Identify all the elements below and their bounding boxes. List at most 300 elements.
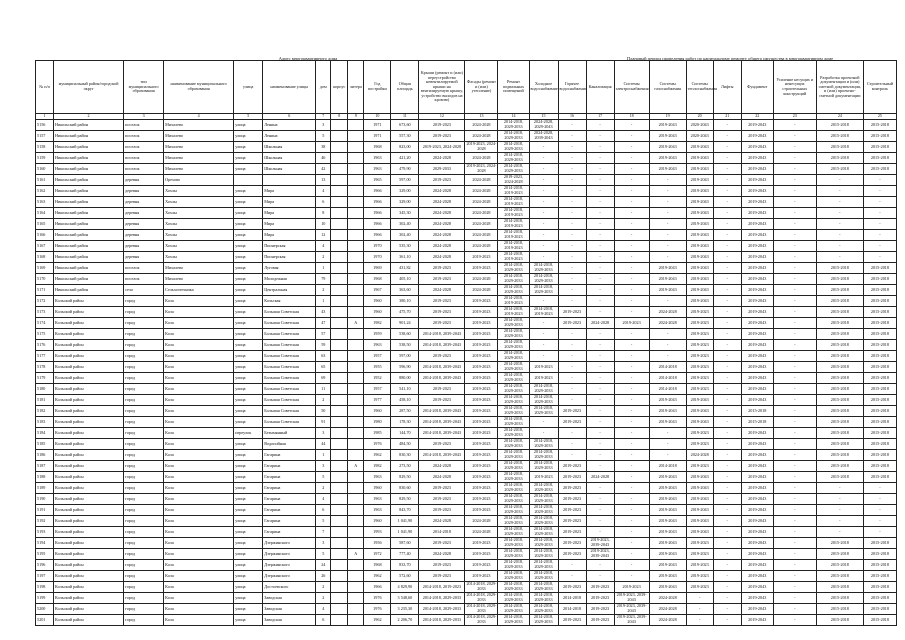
table-cell: Гагарина [263,483,316,494]
table-cell: - [558,142,586,153]
table-cell: 2019-2043 [741,329,773,340]
table-cell: - [649,296,686,307]
table-cell: 5159 [36,153,54,164]
table-cell [348,483,364,494]
table-cell: 2019-2023 [465,450,498,461]
table-cell [331,164,348,175]
table-cell: 2019-2043 [649,527,686,538]
table-cell: Сельхозтехника [164,285,234,296]
table-cell: 2019-2023 [465,252,498,263]
table-cell: 2019-2023 [419,483,465,494]
table-cell: - [773,527,816,538]
table-cell: - [614,230,649,241]
table-cell: 1976 [364,439,391,450]
table-cell: 69 [316,373,331,384]
table-cell: Хохлы [164,186,234,197]
table-cell: 2019-2043 [686,406,713,417]
table-cell: - [816,230,863,241]
table-cell: улица [234,560,263,571]
table-cell: 5180 [36,384,54,395]
table-cell: - [773,329,816,340]
table-cell [234,175,263,186]
table-cell: 2014-2018 [649,384,686,395]
table-cell: 2014-2018, 2029-2033 [419,615,465,626]
table-cell: 1962 [364,615,391,626]
table-cell: 2015-2018 [816,549,863,560]
table-cell: 1966 [364,230,391,241]
table-cell: 5 [316,549,331,560]
table-cell: город [124,351,164,362]
table-cell: Кольский район [54,340,124,351]
table-cell: 2019-2043 [649,472,686,483]
table-cell: - [586,329,614,340]
table-cell: 2014-2018, 2029-2033 [419,593,465,604]
table-cell: 2014-2018, 2029-2033 [498,340,529,351]
table-cell: Большая Советская [263,384,316,395]
table-row [36,318,897,329]
table-cell: поселок [124,263,164,274]
table-cell [331,329,348,340]
table-cell: Заводская [263,615,316,626]
table-cell: - [773,461,816,472]
table-cell: 57 [316,329,331,340]
table-cell: 2019-2023 [686,318,713,329]
table-cell: Кольский район [54,604,124,615]
table-row [36,274,897,285]
table-cell: 2019-2043 [741,197,773,208]
table-cell [331,340,348,351]
table-cell: 2019-2043 [741,208,773,219]
table-cell: улица [234,340,263,351]
table-cell: - [773,285,816,296]
table-cell: Орехово [164,175,234,186]
table-cell: Хохлы [164,219,234,230]
table-cell: 2019-2023 [558,527,586,538]
table-cell: - [558,153,586,164]
table-cell: деревня [124,241,164,252]
table-cell: - [649,252,686,263]
table-cell: - [713,582,741,593]
table-cell: 2015-2018 [863,439,896,450]
table-cell: - [614,351,649,362]
table-cell: 2019-2023 [558,582,586,593]
table-cell: - [713,461,741,472]
table-cell [348,593,364,604]
column-header: улица [234,61,263,114]
table-cell: 2014-2018, 2039-2043 [419,406,465,417]
table-cell: - [558,395,586,406]
table-cell: 2019-2043 [741,571,773,582]
table-cell: - [649,197,686,208]
table-cell: 596,90 [391,362,419,373]
table-cell: 2024-2028 [649,615,686,626]
table-cell: 2019-2043 [741,318,773,329]
table-cell: - [614,131,649,142]
table-cell: 2014-2018, 2029-2033 [498,571,529,582]
table-cell: - [529,208,558,219]
table-cell: - [713,483,741,494]
table-row [36,439,897,450]
table-cell: 2024-2028 [465,208,498,219]
table-cell: 1966 [364,219,391,230]
table-cell: улица [234,208,263,219]
table-cell: Никольский район [54,230,124,241]
table-cell: - [773,428,816,439]
table-cell: - [713,296,741,307]
table-cell [348,516,364,527]
table-cell: 2019-2023 [465,384,498,395]
column-header: корпус [331,61,348,114]
table-cell: 2014-2018, 2029-2033 [498,472,529,483]
table-cell: - [614,406,649,417]
table-cell: 2015-2018 [863,615,896,626]
table-cell: - [773,252,816,263]
table-cell: город [124,560,164,571]
table-cell: улица [234,373,263,384]
table-cell: 1963 [364,153,391,164]
table-cell: 2019-2043 [686,483,713,494]
table-cell: город [124,450,164,461]
table-cell: 2014-2018, 2039-2043 [419,362,465,373]
table-cell: 2015-2018 [863,318,896,329]
table-cell: 1966 [364,582,391,593]
table-cell: 2019-2023 [465,351,498,362]
table-cell: 2019-2043 [741,241,773,252]
table-cell: улица [234,142,263,153]
table-cell: 2024-2028 [419,461,465,472]
table-cell: улица [234,285,263,296]
table-cell: Кольский район [54,571,124,582]
table-cell: 4 [316,186,331,197]
table-cell [348,329,364,340]
table-cell: город [124,571,164,582]
table-cell [348,285,364,296]
table-cell: 2019-2023 [419,571,465,582]
table-cell: - [529,186,558,197]
table-cell: - [558,450,586,461]
table-cell: 2019-2043 [649,120,686,131]
table-cell: Кола [164,340,234,351]
table-cell: - [558,120,586,131]
table-cell: улица [234,296,263,307]
table-cell: Гагарина [263,505,316,516]
table-cell: 2019-2043 [686,527,713,538]
table-cell: - [614,153,649,164]
table-cell: Дзержинского [263,538,316,549]
table-cell: 1 [316,450,331,461]
table-cell: - [614,560,649,571]
table-cell: Дзержинского [263,549,316,560]
table-cell: 5198 [36,582,54,593]
table-cell: 2019-2023, 2039-2043 [614,615,649,626]
table-cell: 2019-2023 [686,340,713,351]
table-cell [263,175,316,186]
table-cell: - [649,230,686,241]
table-cell: 2019-2023 [465,549,498,560]
table-cell: 6 [316,197,331,208]
column-header: муниципальный район/городской округ [54,61,124,114]
table-cell: 2019-2043 [741,142,773,153]
table-body [36,120,897,626]
table-cell: город [124,527,164,538]
table-cell: 2019-2043 [686,175,713,186]
table-cell: - [816,483,863,494]
table-cell: 2014-2018 [558,604,586,615]
table-row [36,615,897,626]
table-cell: - [558,439,586,450]
table-cell: - [773,142,816,153]
table-cell: улица [234,604,263,615]
table-cell: - [529,252,558,263]
table-cell: 5190 [36,494,54,505]
table-cell: 2 [316,593,331,604]
table-cell: - [586,263,614,274]
table-cell [331,142,348,153]
table-cell: улица [234,274,263,285]
table-cell [331,351,348,362]
table-cell: 2015-2018 [863,384,896,395]
table-cell: 2015-2018 [816,329,863,340]
table-cell [331,186,348,197]
table-cell: 2014-2018, 2029-2033 [466,592,497,602]
table-cell: - [713,472,741,483]
table-row [36,560,897,571]
table-cell: - [863,186,896,197]
table-cell: 5172 [36,296,54,307]
table-cell: Никольский район [54,208,124,219]
table-cell: 2019-2043 [686,230,713,241]
table-cell: 2015-2018 [816,131,863,142]
table-cell: - [649,340,686,351]
table-cell: - [713,538,741,549]
table-cell: 5188 [36,472,54,483]
table-cell: - [773,472,816,483]
column-header: Общая площадь [391,61,419,114]
table-cell: 2024-2028 [586,472,614,483]
table-cell: 65 [316,362,331,373]
table-cell: деревня [124,252,164,263]
table-cell: - [713,274,741,285]
table-cell: 2019-2043 [686,263,713,274]
table-cell: 2014-2018, 2029-2033 [529,505,558,516]
table-cell: 2014-2018, 2039-2043 [419,329,465,340]
table-cell: Мира [263,219,316,230]
table-cell [331,384,348,395]
table-cell: 1968 [364,142,391,153]
table-cell: Большая Советская [263,395,316,406]
table-cell: Ленина [263,131,316,142]
table-cell: - [773,241,816,252]
table-cell: - [558,164,586,175]
table-row [36,153,897,164]
table-cell: 2014-2018, 2029-2033 [498,318,529,329]
table-cell: 3 [316,461,331,472]
table-cell: - [558,285,586,296]
table-cell: Никольский район [54,197,124,208]
table-row [36,340,897,351]
table-cell: Кола [164,505,234,516]
table-cell: 24 [316,560,331,571]
table-cell: 2019-2043 [741,296,773,307]
table-cell: 273,50 [391,461,419,472]
table-cell: город [124,505,164,516]
table-cell: Мира [263,197,316,208]
table-cell: - [529,417,558,428]
table-cell: 538,50 [391,340,419,351]
table-cell: 2019-2023 [419,296,465,307]
table-cell: 2019-2023 [465,461,498,472]
table-cell: 2019-2023 [465,483,498,494]
table-cell: улица [234,439,263,450]
table-cell: 2019-2023 [686,571,713,582]
table-cell: 2024-2028 [465,120,498,131]
table-cell: 2019-2023 [558,307,586,318]
table-cell: Гагарина [263,461,316,472]
table-cell: 1985 [364,428,391,439]
table-cell: 2019-2043 [741,175,773,186]
table-cell: 2019-2023 [558,483,586,494]
table-cell: Кольский район [54,450,124,461]
table-cell: - [773,615,816,626]
table-cell: - [816,527,863,538]
table-cell: 2014-2018, 2029-2033 [498,329,529,340]
table-cell: - [614,296,649,307]
table-cell: 2019-2043 [649,571,686,582]
table-cell: Никольский район [54,241,124,252]
table-cell: 2015-2018 [863,142,896,153]
table-cell: - [614,384,649,395]
table-cell: 2019-2023 [686,428,713,439]
table-cell: Гагарина [263,450,316,461]
table-cell: - [586,274,614,285]
table-cell: 2014-2018, 2029-2033 [529,406,558,417]
table-cell: 2019-2023, 2039-2043 [586,538,614,549]
table-cell: 2019-2043 [741,428,773,439]
table-cell [348,219,364,230]
table-cell: 2019-2043 [741,340,773,351]
table-cell: Кола [164,472,234,483]
table-cell: - [713,516,741,527]
table-cell: 2019-2023 [529,373,558,384]
table-row [36,131,897,142]
table-cell: город [124,593,164,604]
table-cell: 2015-2018 [863,406,896,417]
table-cell: 5195 [36,549,54,560]
table-cell: 2019-2043 [686,472,713,483]
table-cell: 2024-2028 [465,527,498,538]
table-cell: - [713,450,741,461]
table-cell: А [348,549,364,560]
table-cell: город [124,340,164,351]
table-cell: - [649,439,686,450]
table-cell: 2019-2023 [614,318,649,329]
table-cell: 5187 [36,461,54,472]
table-cell: - [773,153,816,164]
table-cell: - [586,571,614,582]
table-cell: Кола [164,615,234,626]
table-cell: - [558,428,586,439]
table-cell: Безымянный [263,428,316,439]
table-cell: - [586,384,614,395]
table-cell: 2019-2023 [465,505,498,516]
table-cell: 2015-2018 [816,538,863,549]
table-cell: город [124,472,164,483]
table-cell: 2015-2018 [863,417,896,428]
table-cell: Михалево [164,263,234,274]
table-cell: - [773,263,816,274]
table-cell: 557,30 [391,131,419,142]
table-cell: Гагарина [263,516,316,527]
table-row [36,582,897,593]
table-cell: - [586,153,614,164]
table-cell: 1971 [364,131,391,142]
table-row [36,450,897,461]
table-row [36,527,897,538]
table-cell: 380,10 [391,296,419,307]
table-cell: 2015-2018 [863,549,896,560]
table-cell: 2015-2018 [816,593,863,604]
table-cell: Кола [164,527,234,538]
table-cell: 2014-2018 [649,461,686,472]
table-cell: улица [234,538,263,549]
table-cell: деревня [124,219,164,230]
table-cell: - [713,175,741,186]
table-cell: - [773,296,816,307]
table-cell: 2 [316,285,331,296]
table-cell: город [124,428,164,439]
table-cell: 2015-2018 [816,450,863,461]
table-cell: - [713,219,741,230]
table-cell [348,142,364,153]
table-cell: 2020-2043 [686,120,713,131]
table-cell: город [124,549,164,560]
table-cell: 2015-2018 [816,582,863,593]
capital-repair-schedule-sheet [35,56,897,626]
table-cell: 2019-2023 [465,263,498,274]
column-number: 14 [498,114,529,120]
table-cell: 2019-2043 [741,164,773,175]
table-cell [348,395,364,406]
table-cell: 538,60 [391,329,419,340]
table-cell: 833,70 [391,560,419,571]
table-cell: 2019-2023, 2039-2043 [614,593,649,604]
table-cell: 1960 [364,296,391,307]
table-cell: 2019-2043 [741,582,773,593]
table-cell: - [614,483,649,494]
table-row [36,230,897,241]
table-cell: улица [234,351,263,362]
table-cell: 2014-2018 [649,373,686,384]
table-cell [331,175,348,186]
table-cell: - [586,197,614,208]
table-cell: - [586,560,614,571]
table-cell: - [614,285,649,296]
table-cell: Никольский район [54,285,124,296]
table-cell [348,241,364,252]
table-cell: Никольский район [54,252,124,263]
table-cell: Кола [164,461,234,472]
table-cell: улица [234,461,263,472]
table-cell: 5165 [36,219,54,230]
table-cell: - [816,219,863,230]
table-cell: 2024-2028 [465,230,498,241]
table-cell: - [713,164,741,175]
table-cell: 2015-2018 [816,285,863,296]
table-cell: - [529,329,558,340]
table-cell: - [558,230,586,241]
table-cell: 2019-2023 [419,318,465,329]
table-cell [331,395,348,406]
